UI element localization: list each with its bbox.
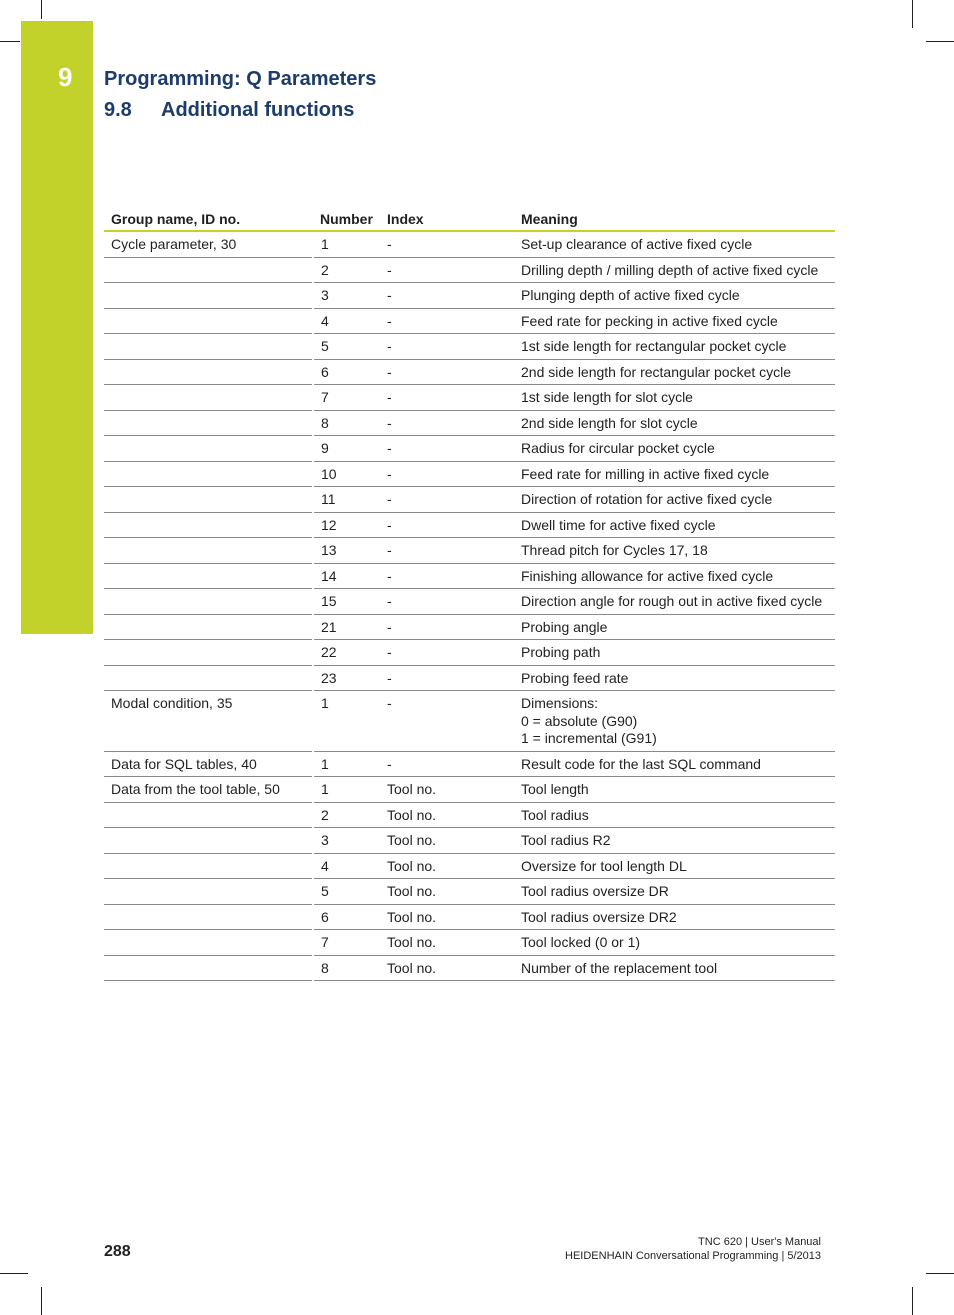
cell-index: - bbox=[380, 436, 514, 462]
meaning-line: 1st side length for slot cycle bbox=[521, 389, 693, 405]
meaning-line: 2nd side length for slot cycle bbox=[521, 414, 698, 431]
crop-mark bbox=[41, 0, 42, 19]
cell-meaning bbox=[514, 614, 835, 640]
cell-index: - bbox=[380, 563, 514, 589]
column-header: Group name, ID no. bbox=[104, 207, 313, 231]
cell-group bbox=[104, 461, 313, 487]
cell-number: 8 bbox=[313, 410, 380, 436]
meaning-line: Tool radius oversize DR2 bbox=[521, 908, 677, 925]
cell-number: 15 bbox=[313, 589, 380, 615]
cell-index: Tool no. bbox=[380, 828, 514, 854]
cell-number: 22 bbox=[313, 640, 380, 666]
cell-group bbox=[104, 930, 313, 956]
cell-index: - bbox=[380, 512, 514, 538]
meaning-line: Set-up clearance of active fixed cycle bbox=[521, 236, 753, 252]
cell-index: Tool no. bbox=[380, 904, 514, 930]
page-number: 288 bbox=[104, 1243, 131, 1260]
cell-group bbox=[104, 308, 313, 334]
meaning-line: Thread pitch for Cycles 17, 18 bbox=[521, 542, 708, 558]
footer-line: HEIDENHAIN Conversational Programming | 5/2013 bbox=[565, 1250, 821, 1262]
table-row bbox=[104, 828, 835, 854]
cell-index: - bbox=[380, 385, 514, 411]
chapter-number: 9 bbox=[58, 62, 73, 92]
cell-meaning bbox=[514, 563, 835, 589]
cell-number: 1 bbox=[313, 231, 380, 257]
cell-group bbox=[104, 802, 313, 828]
cell-index: Tool no. bbox=[380, 879, 514, 905]
meaning-line: Finishing allowance for active fixed cycle bbox=[521, 567, 774, 584]
table-row bbox=[104, 359, 835, 385]
table-row bbox=[104, 334, 835, 360]
meaning-line: Plunging depth of active fixed cycle bbox=[521, 287, 740, 303]
cell-index: - bbox=[380, 461, 514, 487]
cell-index: - bbox=[380, 538, 514, 564]
table-row bbox=[104, 283, 835, 309]
cell-group: Modal condition, 35 bbox=[104, 691, 313, 752]
meaning-line: Tool radius bbox=[521, 806, 589, 823]
table-row bbox=[104, 751, 835, 777]
cell-index: - bbox=[380, 334, 514, 360]
meaning-line: Probing angle bbox=[521, 618, 608, 635]
cell-meaning bbox=[514, 930, 835, 956]
cell-group bbox=[104, 283, 313, 309]
table-row bbox=[104, 308, 835, 334]
table-row bbox=[104, 904, 835, 930]
cell-index: - bbox=[380, 283, 514, 309]
crop-mark bbox=[926, 1273, 954, 1274]
section-name: Additional functions bbox=[161, 99, 355, 121]
cell-meaning bbox=[514, 231, 835, 257]
cell-index: - bbox=[380, 665, 514, 691]
cell-meaning bbox=[514, 487, 835, 513]
cell-number: 1 bbox=[313, 691, 380, 752]
meaning-line: Drilling depth / milling depth of active fixed cycle bbox=[521, 261, 819, 278]
cell-meaning bbox=[514, 589, 835, 615]
table-row bbox=[104, 487, 835, 513]
cell-meaning bbox=[514, 512, 835, 538]
cell-index: - bbox=[380, 257, 514, 283]
cell-group bbox=[104, 563, 313, 589]
cell-number: 1 bbox=[313, 777, 380, 803]
table-row bbox=[104, 385, 835, 411]
cell-number: 3 bbox=[313, 283, 380, 309]
meaning-line: Number of the replacement tool bbox=[521, 959, 718, 976]
cell-group bbox=[104, 665, 313, 691]
table-row bbox=[104, 257, 835, 283]
cell-number: 23 bbox=[313, 665, 380, 691]
cell-number: 7 bbox=[313, 385, 380, 411]
meaning-line: Feed rate for pecking in active fixed cycle bbox=[521, 312, 778, 329]
table-row bbox=[104, 640, 835, 666]
cell-index: Tool no. bbox=[380, 853, 514, 879]
meaning-line: Probing feed rate bbox=[521, 669, 629, 686]
cell-number: 2 bbox=[313, 802, 380, 828]
cell-meaning bbox=[514, 257, 835, 283]
cell-index: - bbox=[380, 410, 514, 436]
footer-line: TNC 620 | User's Manual bbox=[698, 1236, 821, 1248]
cell-meaning bbox=[514, 828, 835, 854]
table-row bbox=[104, 879, 835, 905]
column-header: Meaning bbox=[514, 207, 835, 231]
crop-mark bbox=[912, 0, 913, 28]
cell-meaning bbox=[514, 853, 835, 879]
table-row bbox=[104, 436, 835, 462]
cell-number: 3 bbox=[313, 828, 380, 854]
meaning-line: Tool locked (0 or 1) bbox=[521, 934, 641, 950]
cell-meaning bbox=[514, 640, 835, 666]
cell-group bbox=[104, 385, 313, 411]
table-row bbox=[104, 231, 835, 257]
meaning-line: Radius for circular pocket cycle bbox=[521, 440, 715, 456]
cell-group bbox=[104, 904, 313, 930]
cell-number: 4 bbox=[313, 853, 380, 879]
table-header-row bbox=[104, 207, 835, 231]
cell-meaning bbox=[514, 283, 835, 309]
cell-number: 13 bbox=[313, 538, 380, 564]
table-row bbox=[104, 410, 835, 436]
table-row bbox=[104, 691, 835, 752]
cell-index: - bbox=[380, 640, 514, 666]
q-parameter-table bbox=[104, 207, 835, 981]
cell-group bbox=[104, 614, 313, 640]
meaning-line: Feed rate for milling in active fixed cycle bbox=[521, 465, 770, 482]
cell-meaning bbox=[514, 955, 835, 981]
cell-group bbox=[104, 828, 313, 854]
cell-group bbox=[104, 955, 313, 981]
cell-meaning bbox=[514, 359, 835, 385]
cell-number: 2 bbox=[313, 257, 380, 283]
column-header: Number bbox=[313, 207, 380, 231]
cell-meaning bbox=[514, 308, 835, 334]
meaning-line: Dimensions: bbox=[521, 695, 599, 711]
meaning-line: 0 = absolute (G90) bbox=[521, 712, 638, 729]
cell-group bbox=[104, 640, 313, 666]
cell-index: Tool no. bbox=[380, 930, 514, 956]
meaning-line: Tool radius R2 bbox=[521, 832, 611, 848]
meaning-line: Dwell time for active fixed cycle bbox=[521, 516, 716, 533]
cell-index: - bbox=[380, 359, 514, 385]
crop-mark bbox=[0, 1273, 28, 1274]
cell-group bbox=[104, 853, 313, 879]
crop-mark bbox=[926, 41, 954, 42]
table-row bbox=[104, 589, 835, 615]
cell-group: Cycle parameter, 30 bbox=[104, 231, 313, 257]
section-number: 9.8 bbox=[104, 99, 132, 121]
table-row bbox=[104, 461, 835, 487]
cell-group: Data from the tool table, 50 bbox=[104, 777, 313, 803]
meaning-line: Probing path bbox=[521, 644, 601, 660]
cell-group bbox=[104, 436, 313, 462]
cell-index: - bbox=[380, 487, 514, 513]
crop-mark bbox=[0, 41, 20, 42]
meaning-line: 1st side length for rectangular pocket cycle bbox=[521, 338, 787, 354]
meaning-line: Result code for the last SQL command bbox=[521, 755, 761, 772]
cell-number: 6 bbox=[313, 904, 380, 930]
cell-number: 10 bbox=[313, 461, 380, 487]
cell-meaning bbox=[514, 436, 835, 462]
table-row bbox=[104, 802, 835, 828]
table-row bbox=[104, 930, 835, 956]
meaning-line: Tool radius oversize DR bbox=[521, 883, 669, 899]
cell-number: 12 bbox=[313, 512, 380, 538]
cell-index: - bbox=[380, 231, 514, 257]
meaning-line: 1 = incremental (G91) bbox=[521, 730, 657, 746]
cell-number: 9 bbox=[313, 436, 380, 462]
table-row bbox=[104, 853, 835, 879]
cell-number: 7 bbox=[313, 930, 380, 956]
cell-group bbox=[104, 512, 313, 538]
cell-index: - bbox=[380, 614, 514, 640]
table-row bbox=[104, 777, 835, 803]
cell-group bbox=[104, 334, 313, 360]
meaning-line: Oversize for tool length DL bbox=[521, 857, 687, 874]
page-footer bbox=[565, 1235, 821, 1263]
cell-meaning bbox=[514, 751, 835, 777]
cell-number: 5 bbox=[313, 879, 380, 905]
cell-meaning bbox=[514, 334, 835, 360]
cell-number: 14 bbox=[313, 563, 380, 589]
cell-number: 21 bbox=[313, 614, 380, 640]
cell-group bbox=[104, 879, 313, 905]
cell-meaning bbox=[514, 461, 835, 487]
cell-number: 5 bbox=[313, 334, 380, 360]
cell-meaning bbox=[514, 538, 835, 564]
chapter-title: Programming: Q Parameters bbox=[104, 68, 377, 90]
cell-index: Tool no. bbox=[380, 802, 514, 828]
meaning-line: 2nd side length for rectangular pocket cycle bbox=[521, 363, 792, 380]
cell-meaning bbox=[514, 777, 835, 803]
table-row bbox=[104, 955, 835, 981]
table-body bbox=[104, 231, 835, 981]
table-row bbox=[104, 563, 835, 589]
table-row bbox=[104, 665, 835, 691]
table-row bbox=[104, 538, 835, 564]
cell-meaning bbox=[514, 691, 835, 752]
cell-meaning bbox=[514, 904, 835, 930]
cell-group bbox=[104, 538, 313, 564]
table-row bbox=[104, 512, 835, 538]
cell-number: 1 bbox=[313, 751, 380, 777]
cell-number: 6 bbox=[313, 359, 380, 385]
chapter-tab bbox=[21, 21, 93, 634]
cell-meaning bbox=[514, 802, 835, 828]
cell-meaning bbox=[514, 879, 835, 905]
cell-index: - bbox=[380, 751, 514, 777]
cell-group bbox=[104, 487, 313, 513]
crop-mark bbox=[912, 1287, 913, 1315]
cell-meaning bbox=[514, 665, 835, 691]
column-header: Index bbox=[380, 207, 514, 231]
cell-index: - bbox=[380, 308, 514, 334]
cell-number: 8 bbox=[313, 955, 380, 981]
cell-group bbox=[104, 410, 313, 436]
cell-number: 11 bbox=[313, 487, 380, 513]
cell-index: - bbox=[380, 691, 514, 752]
meaning-line: Direction of rotation for active fixed cycle bbox=[521, 491, 773, 507]
table-row bbox=[104, 614, 835, 640]
cell-index: - bbox=[380, 589, 514, 615]
crop-mark bbox=[41, 1287, 42, 1315]
cell-group: Data for SQL tables, 40 bbox=[104, 751, 313, 777]
meaning-line: Tool length bbox=[521, 781, 589, 797]
cell-number: 4 bbox=[313, 308, 380, 334]
cell-index: Tool no. bbox=[380, 955, 514, 981]
cell-meaning bbox=[514, 410, 835, 436]
cell-meaning bbox=[514, 385, 835, 411]
section-title bbox=[104, 99, 354, 122]
cell-group bbox=[104, 589, 313, 615]
cell-group bbox=[104, 359, 313, 385]
cell-index: Tool no. bbox=[380, 777, 514, 803]
meaning-line: Direction angle for rough out in active fixed cycle bbox=[521, 593, 823, 609]
cell-group bbox=[104, 257, 313, 283]
